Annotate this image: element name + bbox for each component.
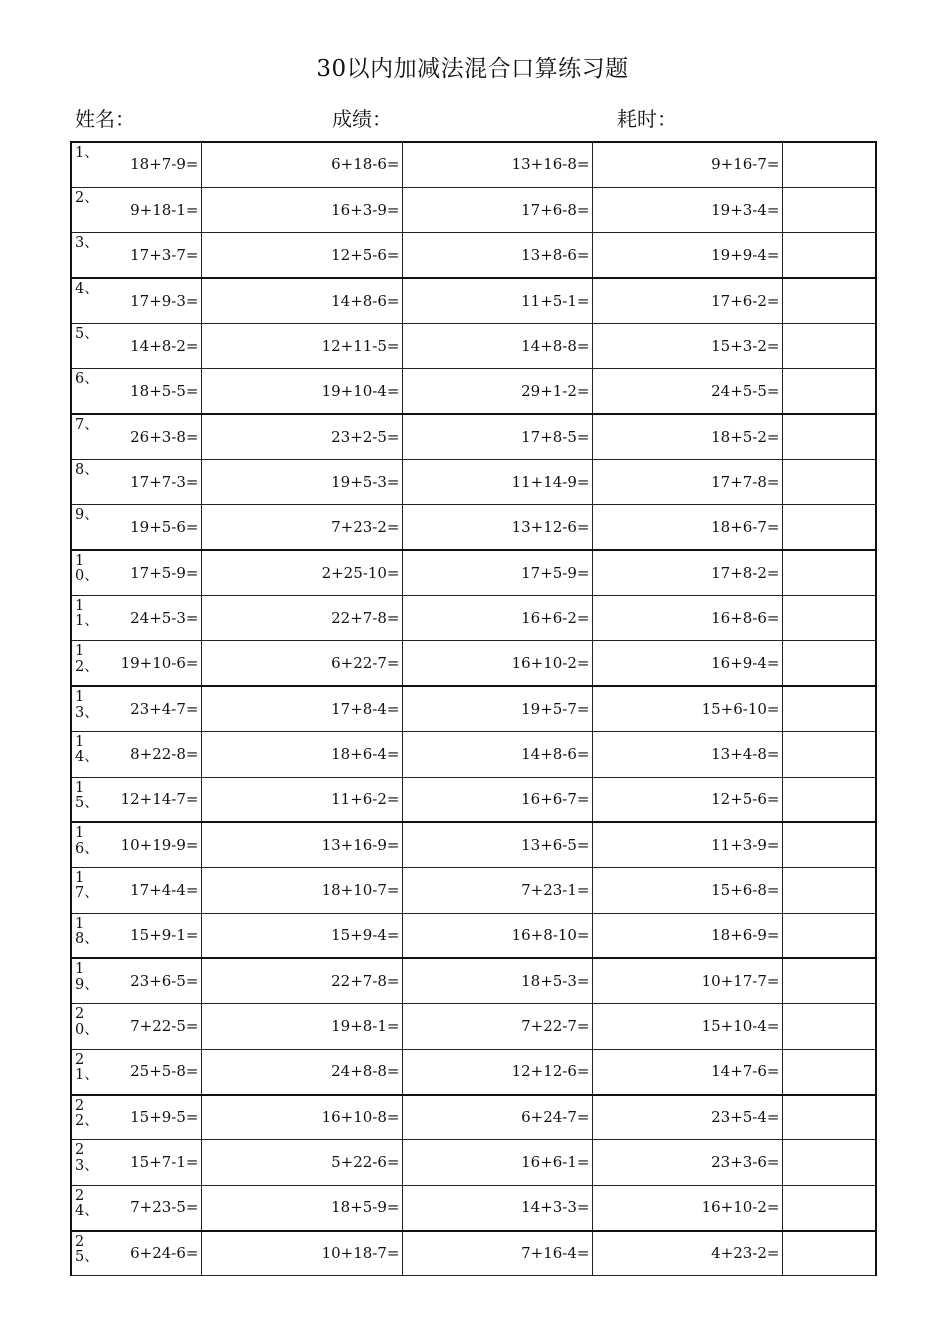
question-cell: 19+3-4=	[711, 200, 780, 219]
table-row	[71, 596, 876, 641]
answer-cell[interactable]	[592, 686, 687, 731]
row-number: 3、	[75, 235, 99, 252]
question-cell: 17+8-5=	[521, 427, 590, 446]
answer-cell[interactable]	[592, 732, 687, 777]
question-cell: 6+24-7=	[521, 1107, 590, 1126]
answer-cell[interactable]	[201, 777, 296, 822]
question-cell: 16+10-2=	[511, 653, 590, 672]
question-cell: 15+6-10=	[701, 699, 780, 718]
question-cell: 19+5-3=	[331, 472, 400, 491]
table-row	[71, 414, 876, 459]
question-cell: 14+8-6=	[331, 291, 400, 310]
answer-cell[interactable]	[782, 505, 876, 550]
question-cell: 17+6-2=	[711, 291, 780, 310]
row-number-cell	[71, 369, 105, 414]
question-cell: 17+9-3=	[130, 291, 199, 310]
answer-cell[interactable]	[592, 414, 687, 459]
row-number-cell	[71, 505, 105, 550]
row-number-cell	[71, 142, 105, 187]
question-cell: 14+8-2=	[130, 336, 199, 355]
question-cell: 17+5-9=	[130, 563, 199, 582]
table-row	[71, 686, 876, 731]
question-cell: 7+16-4=	[521, 1244, 590, 1263]
table-row	[71, 233, 876, 278]
question-cell: 9+16-7=	[711, 155, 780, 174]
question-cell: 18+6-7=	[711, 517, 780, 536]
question-cell: 26+3-8=	[130, 427, 199, 446]
table-row	[71, 1004, 876, 1049]
row-number: 5、	[75, 325, 99, 342]
answer-cell[interactable]	[782, 686, 876, 731]
answer-cell[interactable]	[592, 1004, 687, 1049]
answer-cell[interactable]	[592, 278, 687, 323]
answer-cell[interactable]	[592, 550, 687, 595]
answer-cell[interactable]	[201, 1095, 296, 1140]
question-cell: 16+6-7=	[521, 789, 590, 808]
question-cell: 16+8-6=	[711, 608, 780, 627]
row-number-cell	[71, 460, 105, 505]
table-row	[71, 1095, 876, 1140]
row-number: 18、	[75, 915, 99, 947]
row-number-cell	[71, 550, 105, 595]
question-cell: 18+6-4=	[331, 744, 400, 763]
question-cell: 15+7-1=	[130, 1153, 199, 1172]
question-cell: 24+5-3=	[130, 608, 199, 627]
answer-cell[interactable]	[201, 868, 296, 913]
question-cell: 18+5-3=	[521, 971, 590, 990]
question-cell: 12+12-6=	[511, 1062, 590, 1081]
answer-cell[interactable]	[201, 1185, 296, 1230]
answer-cell[interactable]	[201, 596, 296, 641]
answer-cell[interactable]	[782, 460, 876, 505]
exercise-table	[70, 141, 877, 1276]
table-row	[71, 142, 876, 187]
row-number: 23、	[75, 1142, 99, 1174]
question-cell: 12+14-7=	[120, 789, 199, 808]
answer-cell[interactable]	[782, 187, 876, 232]
table-row	[71, 822, 876, 867]
question-cell: 16+10-2=	[701, 1198, 780, 1217]
table-row	[71, 369, 876, 414]
answer-cell[interactable]	[201, 686, 296, 731]
row-number-cell	[71, 1095, 105, 1140]
row-number-cell	[71, 414, 105, 459]
question-cell: 16+3-9=	[331, 200, 400, 219]
question-cell: 7+23-1=	[521, 880, 590, 899]
answer-cell[interactable]	[402, 1185, 497, 1230]
answer-cell[interactable]	[782, 323, 876, 368]
row-number-cell	[71, 1140, 105, 1185]
answer-cell[interactable]	[782, 868, 876, 913]
answer-cell[interactable]	[201, 278, 296, 323]
question-cell: 18+6-9=	[711, 926, 780, 945]
table-row	[71, 958, 876, 1003]
answer-cell[interactable]	[201, 233, 296, 278]
question-cell: 5+22-6=	[331, 1153, 400, 1172]
answer-cell[interactable]	[782, 958, 876, 1003]
question-cell: 17+5-9=	[521, 563, 590, 582]
row-number: 22、	[75, 1097, 99, 1129]
answer-cell[interactable]	[592, 913, 687, 958]
table-row	[71, 505, 876, 550]
answer-cell[interactable]	[592, 1140, 687, 1185]
table-row	[71, 777, 876, 822]
question-cell: 23+3-6=	[711, 1153, 780, 1172]
question-cell: 23+5-4=	[711, 1107, 780, 1126]
table-row	[71, 913, 876, 958]
answer-cell[interactable]	[201, 187, 296, 232]
answer-cell[interactable]	[592, 505, 687, 550]
question-cell: 15+9-4=	[331, 926, 400, 945]
question-cell: 13+16-9=	[321, 835, 400, 854]
row-number: 17、	[75, 870, 99, 902]
answer-cell[interactable]	[402, 233, 497, 278]
question-cell: 4+23-2=	[711, 1244, 780, 1263]
question-cell: 13+16-8=	[511, 155, 590, 174]
question-cell: 19+5-6=	[130, 517, 199, 536]
answer-cell[interactable]	[402, 596, 497, 641]
row-number: 4、	[75, 281, 99, 298]
answer-cell[interactable]	[592, 958, 687, 1003]
answer-cell[interactable]	[782, 1140, 876, 1185]
table-row	[71, 187, 876, 232]
answer-cell[interactable]	[201, 414, 296, 459]
answer-cell[interactable]	[402, 777, 497, 822]
table-row	[71, 323, 876, 368]
row-number-cell	[71, 596, 105, 641]
answer-cell[interactable]	[592, 460, 687, 505]
table-row	[71, 868, 876, 913]
row-number-cell	[71, 641, 105, 686]
answer-cell[interactable]	[402, 1095, 497, 1140]
question-cell: 15+10-4=	[701, 1017, 780, 1035]
answer-cell[interactable]	[201, 369, 296, 414]
answer-cell[interactable]	[782, 732, 876, 777]
answer-cell[interactable]	[201, 822, 296, 867]
question-cell: 14+3-3=	[521, 1198, 590, 1217]
row-number: 24、	[75, 1187, 99, 1219]
question-cell: 15+9-1=	[130, 926, 199, 945]
answer-cell[interactable]	[201, 460, 296, 505]
table-row	[71, 1049, 876, 1094]
question-cell: 11+6-2=	[331, 789, 400, 808]
question-cell: 19+10-6=	[120, 653, 199, 672]
row-number-cell	[71, 958, 105, 1003]
answer-cell[interactable]	[782, 777, 876, 822]
answer-cell[interactable]	[402, 1004, 497, 1049]
table-row	[71, 278, 876, 323]
row-number: 25、	[75, 1233, 99, 1265]
question-cell: 23+4-7=	[130, 699, 199, 718]
question-cell: 6+24-6=	[130, 1244, 199, 1263]
answer-cell[interactable]	[402, 958, 497, 1003]
row-number: 7、	[75, 417, 99, 434]
question-cell: 19+9-4=	[711, 245, 780, 264]
answer-cell[interactable]	[201, 1140, 296, 1185]
answer-cell[interactable]	[402, 1049, 497, 1094]
question-cell: 16+6-2=	[521, 608, 590, 627]
answer-cell[interactable]	[201, 550, 296, 595]
answer-cell[interactable]	[592, 1185, 687, 1230]
question-cell: 13+4-8=	[711, 744, 780, 763]
answer-cell[interactable]	[782, 369, 876, 414]
row-number-cell	[71, 868, 105, 913]
row-number: 12、	[75, 643, 99, 675]
row-number-cell	[71, 732, 105, 777]
row-number: 19、	[75, 961, 99, 993]
answer-cell[interactable]	[201, 1049, 296, 1094]
answer-cell[interactable]	[782, 550, 876, 595]
question-cell: 14+7-6=	[711, 1062, 780, 1081]
question-cell: 23+2-5=	[331, 427, 400, 446]
score-label: 成绩：	[332, 107, 392, 131]
answer-cell[interactable]	[782, 1004, 876, 1049]
answer-cell[interactable]	[782, 641, 876, 686]
answer-cell[interactable]	[782, 414, 876, 459]
question-cell: 25+5-8=	[130, 1062, 199, 1081]
answer-cell[interactable]	[402, 913, 497, 958]
question-cell: 24+5-5=	[711, 381, 780, 400]
answer-cell[interactable]	[782, 142, 876, 187]
question-cell: 11+14-9=	[511, 472, 590, 491]
question-cell: 18+7-9=	[130, 155, 199, 174]
question-cell: 10+18-7=	[321, 1244, 400, 1263]
row-number: 21、	[75, 1051, 99, 1083]
table-row	[71, 550, 876, 595]
row-number: 9、	[75, 507, 99, 524]
name-label: 姓名：	[75, 107, 135, 131]
answer-cell[interactable]	[782, 1095, 876, 1140]
row-number-cell	[71, 1231, 105, 1276]
answer-cell[interactable]	[201, 505, 296, 550]
answer-cell[interactable]	[402, 142, 497, 187]
row-number: 16、	[75, 825, 99, 857]
answer-cell[interactable]	[592, 369, 687, 414]
answer-cell[interactable]	[782, 233, 876, 278]
question-cell: 17+7-3=	[130, 472, 199, 491]
question-cell: 16+10-8=	[321, 1107, 400, 1126]
question-cell: 11+3-9=	[711, 835, 780, 854]
question-cell: 23+6-5=	[130, 971, 199, 990]
row-number: 11、	[75, 598, 99, 630]
question-cell: 17+3-7=	[130, 245, 199, 264]
answer-cell[interactable]	[782, 822, 876, 867]
question-cell: 8+22-8=	[130, 744, 199, 763]
question-cell: 15+3-2=	[711, 336, 780, 355]
question-cell: 16+8-10=	[511, 926, 590, 945]
row-number-cell	[71, 278, 105, 323]
answer-cell[interactable]	[592, 187, 687, 232]
question-cell: 11+5-1=	[521, 291, 590, 310]
answer-cell[interactable]	[201, 1231, 296, 1276]
question-cell: 13+6-5=	[521, 835, 590, 854]
question-cell: 17+6-8=	[521, 200, 590, 219]
row-number: 6、	[75, 371, 99, 388]
row-number: 20、	[75, 1006, 99, 1038]
question-cell: 9+18-1=	[130, 200, 199, 219]
answer-cell[interactable]	[782, 596, 876, 641]
answer-cell[interactable]	[782, 913, 876, 958]
question-cell: 18+10-7=	[321, 880, 400, 899]
answer-cell[interactable]	[402, 1140, 497, 1185]
question-cell: 7+23-2=	[331, 517, 400, 536]
answer-cell[interactable]	[592, 323, 687, 368]
time-label: 耗时：	[617, 107, 677, 131]
answer-cell[interactable]	[402, 641, 497, 686]
table-row	[71, 460, 876, 505]
row-number: 14、	[75, 734, 99, 766]
answer-cell[interactable]	[201, 958, 296, 1003]
question-cell: 12+5-6=	[711, 789, 780, 808]
row-number: 13、	[75, 689, 99, 721]
question-cell: 19+5-7=	[521, 699, 590, 718]
question-cell: 12+5-6=	[331, 245, 400, 264]
row-number-cell	[71, 233, 105, 278]
row-number: 2、	[75, 189, 99, 206]
row-number-cell	[71, 323, 105, 368]
answer-cell[interactable]	[402, 732, 497, 777]
question-cell: 13+8-6=	[521, 245, 590, 264]
question-cell: 17+8-4=	[331, 699, 400, 718]
page-title: 30以内加减法混合口算练习题	[316, 56, 629, 82]
question-cell: 18+5-5=	[130, 381, 199, 400]
question-cell: 18+5-2=	[711, 427, 780, 446]
table-row	[71, 641, 876, 686]
table-row	[71, 1185, 876, 1230]
answer-cell[interactable]	[592, 1231, 687, 1276]
question-cell: 18+5-9=	[331, 1198, 400, 1217]
answer-cell[interactable]	[592, 1095, 687, 1140]
row-number: 8、	[75, 462, 99, 479]
question-cell: 17+7-8=	[711, 472, 780, 491]
question-cell: 17+4-4=	[130, 880, 199, 899]
question-cell: 16+9-4=	[711, 653, 780, 672]
answer-cell[interactable]	[402, 278, 497, 323]
question-cell: 19+10-4=	[321, 381, 400, 400]
answer-cell[interactable]	[782, 1185, 876, 1230]
question-cell: 6+22-7=	[331, 653, 400, 672]
question-cell: 2+25-10=	[321, 563, 400, 582]
question-cell: 29+1-2=	[521, 381, 590, 400]
question-cell: 7+23-5=	[130, 1198, 199, 1217]
row-number-cell	[71, 913, 105, 958]
table-row	[71, 732, 876, 777]
row-number: 15、	[75, 779, 99, 811]
answer-cell[interactable]	[402, 460, 497, 505]
table-row	[71, 1140, 876, 1185]
question-cell: 22+7-8=	[331, 608, 400, 627]
question-cell: 17+8-2=	[711, 563, 780, 582]
question-cell: 14+8-6=	[521, 744, 590, 763]
question-cell: 7+22-7=	[521, 1017, 590, 1035]
row-number-cell	[71, 1004, 105, 1049]
answer-cell[interactable]	[402, 1231, 497, 1276]
answer-cell[interactable]	[201, 142, 296, 187]
answer-cell[interactable]	[201, 732, 296, 777]
row-number-cell	[71, 777, 105, 822]
answer-cell[interactable]	[592, 777, 687, 822]
answer-cell[interactable]	[201, 1004, 296, 1049]
question-cell: 6+18-6=	[331, 155, 400, 174]
row-number-cell	[71, 1049, 105, 1094]
row-number: 10、	[75, 553, 99, 585]
question-cell: 13+12-6=	[511, 517, 590, 536]
answer-cell[interactable]	[402, 187, 497, 232]
question-cell: 10+19-9=	[120, 835, 199, 854]
answer-cell[interactable]	[402, 868, 497, 913]
question-cell: 24+8-8=	[331, 1062, 400, 1081]
row-number-cell	[71, 187, 105, 232]
question-cell: 12+11-5=	[321, 336, 400, 355]
answer-cell[interactable]	[201, 641, 296, 686]
question-cell: 10+17-7=	[701, 971, 780, 990]
answer-cell[interactable]	[402, 369, 497, 414]
question-cell: 16+6-1=	[521, 1153, 590, 1172]
question-cell: 7+22-5=	[130, 1017, 199, 1035]
question-cell: 22+7-8=	[331, 971, 400, 990]
row-number-cell	[71, 822, 105, 867]
answer-cell[interactable]	[782, 1049, 876, 1094]
answer-cell[interactable]	[402, 550, 497, 595]
answer-cell[interactable]	[592, 1049, 687, 1094]
answer-cell[interactable]	[402, 822, 497, 867]
answer-cell[interactable]	[201, 913, 296, 958]
answer-cell[interactable]	[402, 323, 497, 368]
answer-cell[interactable]	[592, 868, 687, 913]
question-cell: 14+8-8=	[521, 336, 590, 355]
answer-cell[interactable]	[402, 505, 497, 550]
row-number-cell	[71, 1185, 105, 1230]
answer-cell[interactable]	[782, 1231, 876, 1276]
row-number-cell	[71, 686, 105, 731]
answer-cell[interactable]	[592, 142, 687, 187]
answer-cell[interactable]	[402, 686, 497, 731]
question-cell: 19+8-1=	[331, 1017, 400, 1035]
answer-cell[interactable]	[201, 323, 296, 368]
answer-cell[interactable]	[592, 596, 687, 641]
question-cell: 15+6-8=	[711, 880, 780, 899]
row-number: 1、	[75, 145, 99, 161]
question-cell: 15+9-5=	[130, 1107, 199, 1126]
answer-cell[interactable]	[402, 414, 497, 459]
answer-cell[interactable]	[592, 641, 687, 686]
table-row	[71, 1231, 876, 1276]
answer-cell[interactable]	[592, 822, 687, 867]
answer-cell[interactable]	[782, 278, 876, 323]
answer-cell[interactable]	[592, 233, 687, 278]
